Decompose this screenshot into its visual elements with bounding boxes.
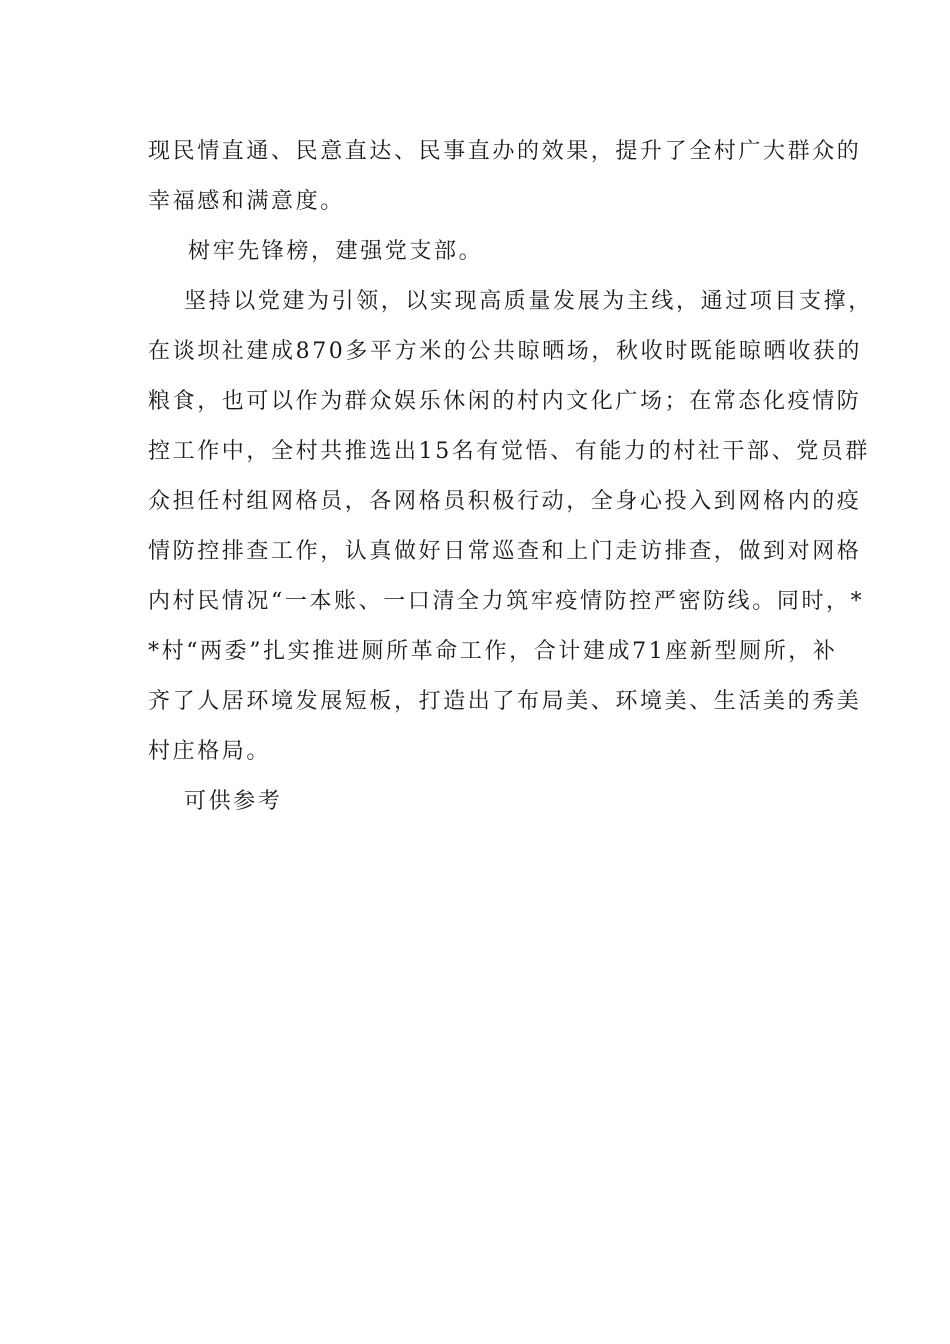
text-line: 村庄格局。 bbox=[148, 739, 272, 764]
text-line: 粮食，也可以作为群众娱乐休闲的村内文化广场；在常态化疫情防 bbox=[148, 389, 862, 414]
section-heading: 树牢先锋榜，建强党支部。 bbox=[188, 239, 484, 264]
text-line: 现民情直通、民意直达、民事直办的效果，提升了全村广大群众的 bbox=[148, 139, 862, 164]
text-line: 在谈坝社建成870多平方米的公共晾晒场，秋收时既能晾晒收获的 bbox=[148, 339, 862, 364]
text-line: *村“两委”扎实推进厕所革命工作，合计建成71座新型厕所，补 bbox=[148, 639, 838, 664]
text-line: 幸福感和满意度。 bbox=[148, 189, 345, 214]
text-line: 内村民情况“一本账、一口清全力筑牢疫情防控严密防线。同时，* bbox=[148, 589, 865, 614]
text-line: 齐了人居环境发展短板，打造出了布局美、环境美、生活美的秀美 bbox=[148, 689, 862, 714]
text-line: 控工作中，全村共推选出15名有觉悟、有能力的村社干部、党员群 bbox=[148, 439, 870, 464]
text-line: 情防控排查工作，认真做好日常巡查和上门走访排查，做到对网格 bbox=[148, 539, 862, 564]
closing-note: 可供参考 bbox=[184, 789, 283, 814]
text-line: 众担任村组网格员，各网格员积极行动，全身心投入到网格内的疫 bbox=[148, 489, 862, 514]
text-line: 坚持以党建为引领，以实现高质量发展为主线，通过项目支撑， bbox=[184, 289, 873, 314]
